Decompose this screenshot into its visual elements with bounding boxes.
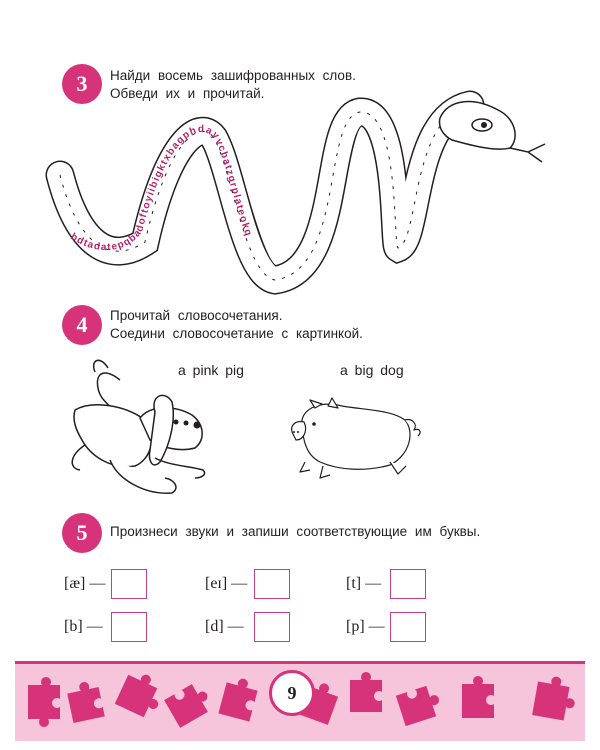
sound-label: [t] — <box>346 575 382 592</box>
sound-label: [p] — <box>346 618 385 635</box>
encrypted-letter-string: bdtadatepqbadoftoyiibigktxbagphdayvcbatzgrplateokq <box>68 123 254 254</box>
sound-label: [eɪ] — <box>205 575 248 592</box>
page-number-badge <box>269 670 315 716</box>
task-number: 5 <box>76 520 88 545</box>
sound-label: [d] — <box>205 618 244 635</box>
task-instruction-line: Прочитай словосочетания. <box>110 308 283 323</box>
task-instruction-line: Найди восемь зашифрованных слов. <box>110 68 356 83</box>
sound-label: [æ] — <box>64 575 106 592</box>
page-number: 9 <box>287 682 297 703</box>
task-number: 4 <box>76 312 88 337</box>
task-instruction-line: Соедини словосочетание с картинкой. <box>110 326 363 341</box>
task-number: 3 <box>76 71 88 96</box>
phrase-big-dog: a big dog <box>340 362 404 378</box>
phrase-pink-pig: a pink pig <box>178 362 244 378</box>
task-instruction-line: Обведи их и прочитай. <box>110 86 265 101</box>
task-instruction-line: Произнеси звуки и запиши соответствующие им буквы. <box>110 524 481 539</box>
sound-label: [b] — <box>64 618 103 635</box>
